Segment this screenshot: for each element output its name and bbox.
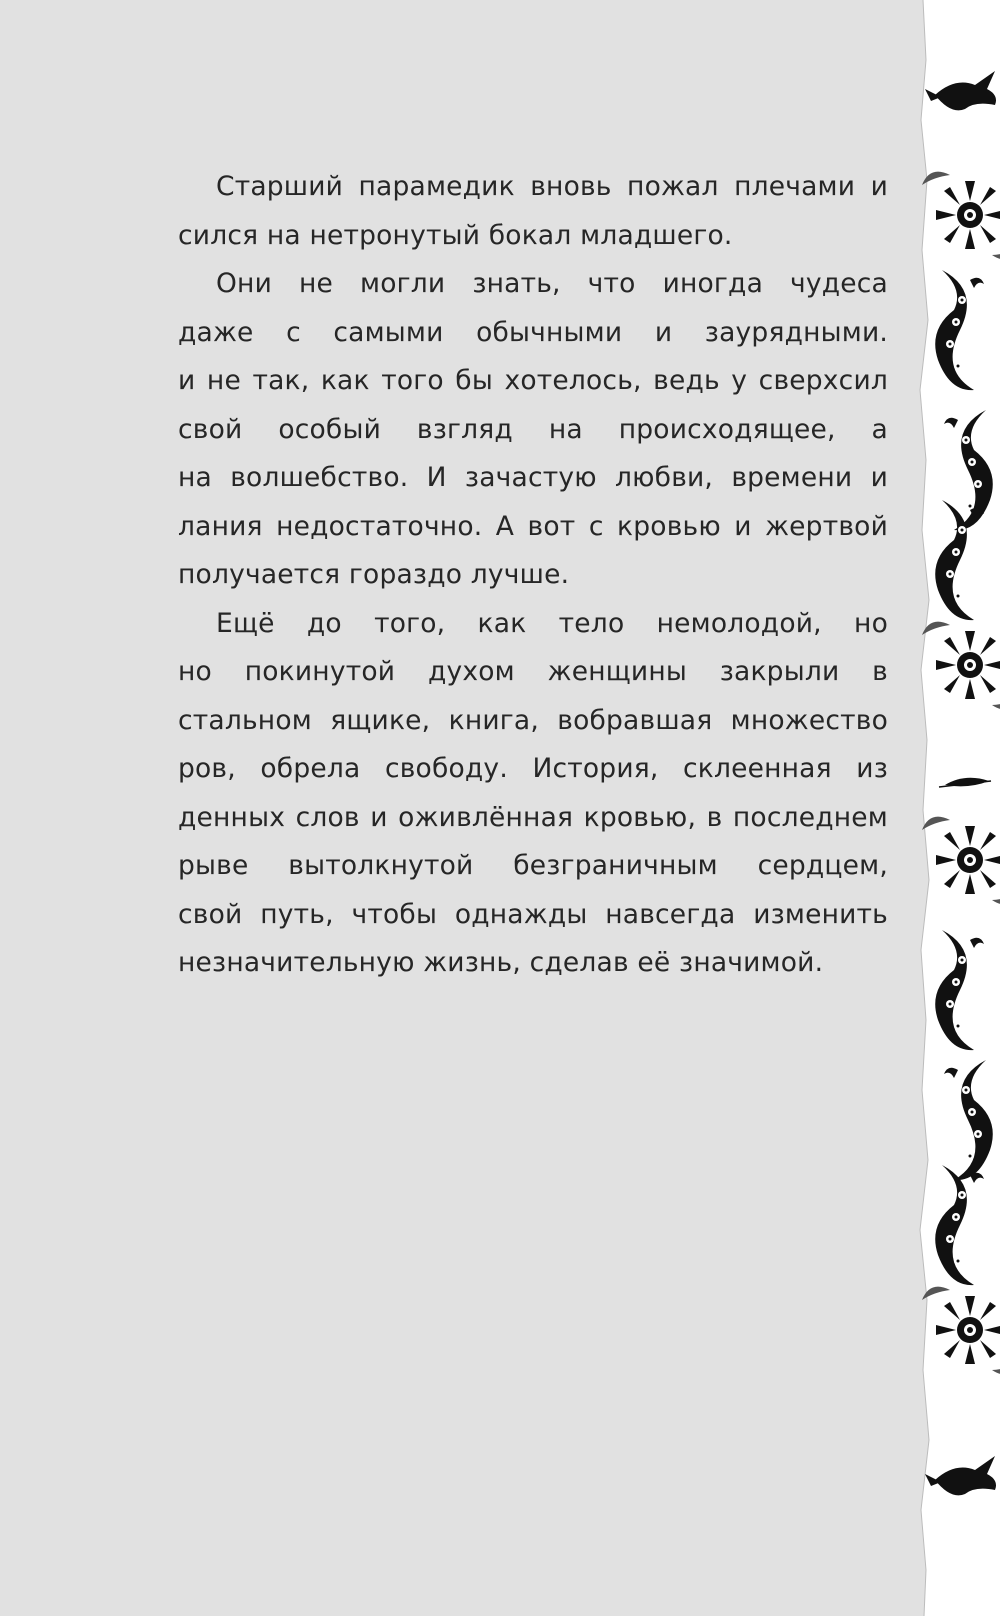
text-line: сился на нетронутый бокал младшего. <box>178 219 733 251</box>
text-line: рыве вытолкнутой безграничным сердцем, <box>178 850 888 881</box>
body-text <box>178 163 888 988</box>
tentacle-icon <box>935 270 984 390</box>
text-line: лания недостаточно. А вот с кровью и жертвой <box>178 510 888 542</box>
text-line: Они не могли знать, что иногда чудеса <box>216 268 888 299</box>
text-line: даже с самыми обычными и заурядными. <box>178 316 888 348</box>
text-line: стальном ящике, книга, вобравшая множество <box>178 704 888 736</box>
raven-icon <box>925 71 996 110</box>
flower-icon <box>922 817 1000 905</box>
tentacle-icon <box>935 930 984 1050</box>
text-line: но покинутой духом женщины закрыли в <box>178 656 888 687</box>
ornament-column <box>920 0 1000 1616</box>
tentacle-icon <box>944 410 993 530</box>
flower-icon <box>922 1287 1000 1375</box>
text-line: на волшебство. И зачастую любви, времени и <box>178 462 888 493</box>
text-line: денных слов и оживлённая кровью, в последнем <box>178 801 888 833</box>
text-line: свой путь, чтобы однажды навсегда изменить <box>178 898 888 930</box>
paragraph <box>178 260 888 600</box>
text-line: получается гораздо лучше. <box>178 559 570 590</box>
text-line: свой особый взгляд на происходящее, а <box>178 413 888 445</box>
feather-icon <box>939 778 991 787</box>
text-line: и не так, как того бы хотелось, ведь у сверхсил <box>178 365 888 396</box>
text-line: незначительную жизнь, сделав её значимой. <box>178 947 824 978</box>
tentacle-icon <box>935 1165 984 1285</box>
raven-icon <box>925 1456 996 1495</box>
text-line: Ещё до того, как тело немолодой, но <box>216 607 888 639</box>
text-line: ров, обрела свободу. История, склеенная из <box>178 753 888 784</box>
tentacle-icon <box>944 1060 993 1180</box>
paragraph <box>178 600 888 988</box>
flower-icon <box>922 172 1000 260</box>
flower-icon <box>922 622 1000 710</box>
text-line: Старший парамедик вновь пожал плечами и <box>216 171 888 202</box>
paragraph <box>178 163 888 260</box>
